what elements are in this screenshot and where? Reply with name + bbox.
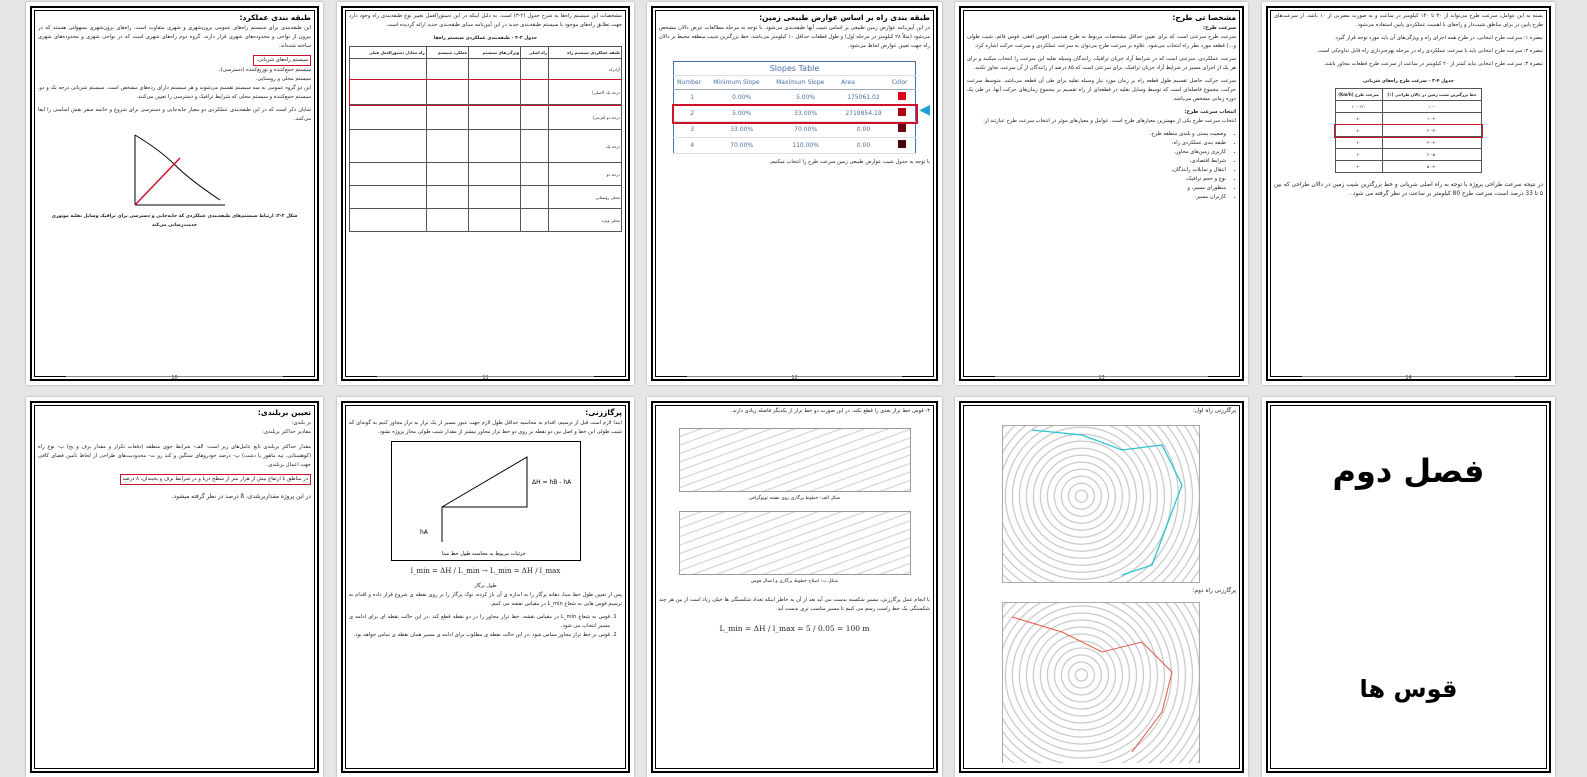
- table-header: ویژگی‌های سیستم: [469, 47, 521, 59]
- diagram-caption: جزئیات مربوط به محاسبه طول خط مبنا: [441, 551, 526, 557]
- table-row: ۳۰-۴۰ ۶۰: [1335, 137, 1482, 149]
- table-header: Area: [838, 76, 889, 90]
- page-16[interactable]: [337, 397, 634, 777]
- color-swatch: [898, 108, 906, 116]
- list-item: • انتقال و تمایلات رانندگان،: [967, 166, 1226, 175]
- table-row-highlighted: ۲۰-۳۰ ۸۰: [1335, 125, 1482, 137]
- table-header: راه معادل دستورالعمل قبلی: [350, 47, 427, 59]
- line: مقادیر حداکثر بربلندی:: [262, 429, 311, 435]
- svg-text:hA: hA: [419, 529, 428, 536]
- table-cell: درجه یک: [549, 130, 622, 163]
- list-item: سیستم محلی و روستایی.: [255, 76, 311, 82]
- page-title: مشخصا تی طرح:: [1172, 13, 1236, 22]
- list-item: • وضعیت پستی و بلندی منطقه طرح،: [967, 130, 1226, 139]
- paragraph: ۳- قوس خط تراز بعدی را قطع نکند. در این صورت دو خط تراز از یکدیگر فاصله زیادی دارند.: [730, 408, 930, 414]
- paragraph: با انجام عمل پرگارزنی، مسیر شکسته بدست می آید بعد از آن به خاطر اینکه تعداد شکستگی ها خیلی زیاد است از بین هر چند شکستگی یک خط راست رسم می کنیم تا مسیر مناسب تری بدست آید.: [659, 597, 930, 612]
- list-item: • طبقه بندی عملکردی راه،: [967, 139, 1226, 148]
- page-number: 14: [1405, 375, 1412, 381]
- table-header: Maximum Slope: [773, 76, 838, 90]
- list-item: • نوع و حجم ترافیک،: [967, 175, 1226, 184]
- table-header: خط بزرگترین شیب زمین در دالان طراحی (٪): [1382, 89, 1482, 101]
- paragraph: بسته به این عوامل، سرعت طرح می‌تواند از ۳۰ تا ۱۴۰ کیلومتر در ساعت و به صورت مضربی از ۱۰ باشد. از سرعت‌های طرح پایین در برای مناطق شیب‌دار و راه‌های با اهمیت عملکردی پایین استفاده می‌شود.: [1274, 13, 1543, 28]
- conclusion-paragraph: در نتیجه سرعت طراحی پروژه با توجه به راه اصلی شریانی و خط بزرگترین شیب زمین در دالان طراحی که بین ۵ تا 33 درصد است، سرعت طرح 80 کیلومتر بر ساعت در نظر گرفته می شود .: [1274, 182, 1543, 197]
- page-number: 10: [171, 375, 178, 381]
- page-title: طبقه بندی راه بر اساس عوارض طبیعی زمین:: [759, 13, 930, 22]
- list-item: • کاربری زمین‌های مجاور،: [967, 148, 1226, 157]
- paragraph: مقدار حداکثر بربلندی تابع عامل‌های زیر است: الف- شرایط جوی منطقه (دفعات تکرار و مقدار برف و یخ) ب- نوع راه (کوهستانی، تپه ماهور یا دشت) پ- درصد خودروهای سنگین و کند رو ت- محدودیت‌های طراحی از لحاظ تأمین فضای کافی جهت اعمال بربلندی.: [38, 444, 311, 468]
- highlighted-line: در مناطق با ارتفاع بیش از هزار متر از سطح دریا و در شرایط برف و یخبندان، ۸ درصد: [120, 474, 312, 485]
- paragraph: تبصره ۲: سرعت طرح انتخابی باید با سرعت عملکردی راه در مرحله بهره‌برداری راه قابل تداوم‌کی است.: [1316, 48, 1543, 54]
- page-15[interactable]: [26, 397, 323, 777]
- list-item: 1. قوس به شعاع L_min در مقیاس نقشه، خط تراز مجاور را در دو نقطه قطع کند .در این حالت نقطه ای برای ادامه ی مسیر انتخاب می شود.: [349, 613, 610, 631]
- svg-text:ΔH = hB - hA: ΔH = hB - hA: [531, 479, 571, 486]
- color-swatch: [898, 140, 906, 148]
- list-item: • شرایط اقتصادی،: [967, 157, 1226, 166]
- table-header: Minimum Slope: [710, 76, 773, 90]
- chapter-title: فصل دوم: [1332, 452, 1485, 490]
- design-speed-table: [1335, 88, 1483, 173]
- paragraph: سرعت حرکت حاصل تقسیم طول قطعه راه بر زمان مورد نیاز وسیله نقلیه برای طی آن قطعه می‌باشد. متوسط سرعت حرکت، مجموع فاصله‌ای است که توسط وسایل نقلیه در قطعه‌ای از راه تقسیم بر مجموع زمان‌های حرکت آنها، در طی یک دوره زمانی مشخص می‌باشد.: [967, 78, 1236, 102]
- page-11[interactable]: [337, 2, 634, 385]
- page-title: پرگاززنی:: [585, 408, 622, 417]
- table-row: ٠-١٠ ۱۰۰-۱۲۰: [1335, 101, 1482, 113]
- line: بر بلندی:: [291, 420, 311, 426]
- table-header: عملکرد سیستم: [426, 47, 469, 59]
- section-heading: پرگارزنی راه دوم:: [1192, 588, 1236, 594]
- formula-label: طول پرگار: [474, 583, 497, 589]
- table-cell: درجه دو (فرعی): [549, 105, 622, 130]
- list-item: سیستم جمع‌کننده و توزیع‌کننده (دسترسی)،: [218, 67, 311, 73]
- paragraph: ابتدا لازم است قبل از ترسیم، اقدام به محاسبه حداقل طول لازم جهت عبور مسیر از یک تراز به تراز مجاور کنیم به گونه‌ای که شیب طولی این خط و اصل بین دو نقطه بر روی دو خط تراز مجاور بیشتر از مقدار شیب طولی مجاز پروژه نشود.: [349, 420, 622, 435]
- page-10[interactable]: [26, 2, 323, 385]
- table-row-highlighted: 2 5.00% 33.00% 2719854.19: [674, 106, 916, 122]
- paragraph: سرعت عملکردی، سرعتی است که در شرایط آزاد جریان ترافیک، رانندگان وسیله نقلیه این سرعت را انتخاب میکنند و برای هر یک از اجزای مسیر در شرایط آزاد جریان ترافیک، براى سرعتى است که ۸۵ درصد از رانندگان از آن سرعت تجاوز نکنند.: [967, 56, 1236, 71]
- paragraph: سرعت طرح سرعتی است که برای تعیین حداقل مشخصات مربوط به طرح هندسی (قوس افقی، قوس قائم، شیب طولی و...) قطعه مورد نظر راه انتخاب می‌شود. علاوه بر سرعت طرح می‌توان به سرعت عملکردی و سرعت حرکت اشاره کرد.: [967, 34, 1236, 49]
- table-row: ۱۰-۲۰ ۸۰: [1335, 113, 1482, 125]
- page-title: تعیین بربلندی:: [257, 408, 311, 417]
- functional-classification-diagram: [120, 130, 230, 210]
- table-row: ۴۰-۵۰ ۶۰: [1335, 149, 1482, 161]
- figure-caption: شکل الف: خطوط پرگاری روی نقشه توپوگرافی: [748, 496, 841, 501]
- route-line-2: [1002, 602, 1198, 762]
- table-header: طبقه عملکردی سیستم راه: [549, 47, 622, 59]
- page-13[interactable]: [955, 2, 1248, 385]
- table-cell: درجه یک (اصلی): [549, 80, 622, 105]
- paragraph: مشخصات این سیستم راه‌ها به شرح جدول (۲-۳) است. به دلیل اینکه در این دستورالعمل تغییر نوع طبقه‌بندی راه وجود دارد جهت تطابق راه‌های موجود با سیستم طبقه‌بندی جدید در این آیین‌نامه مبنای طبقه‌بندی جدید ارائه گردیده است.: [349, 13, 622, 28]
- paragraph: تبصره ۳: سرعت طرح انتخابی نباید کمتر از ۲۰ کیلومتر در ساعت از سرعت طرح قطعات مجاور باشد.: [1323, 61, 1543, 67]
- paragraph: پس از تعیین طول خط مبنا، دهانه پرگار را به اندازه ی آن باز کرده، نوک پرگار را بر روی نقطه ی شروع قرار داده و اقدام به ترسیم قوس هایی به شعاع L_min در مقیاس نقشه می کنیم.: [349, 592, 622, 607]
- list-item: 2. قوس بر خط تراز مجاور مماس شود .در این حالت نقطه ی مطلوب برای ادامه ی مسیر همان نقطه ی تماس خواهد بود.: [349, 631, 610, 640]
- table-row: 3 33.00% 70.00% 0.00: [674, 122, 916, 138]
- highlighted-item: سیستم راه‌های شریانی،: [253, 55, 311, 66]
- table-header: سرعت طرح (Km/h): [1335, 89, 1382, 101]
- page-12[interactable]: [647, 2, 942, 385]
- table-caption: جدول ۲-۳ - طبقه‌بندی عملکردی سیستم راه‌ها: [433, 36, 538, 41]
- slopes-table: [673, 61, 916, 154]
- figure-caption: شکل ب: اصلاح خطوط پرگاری و اتصال قوس: [751, 579, 838, 584]
- color-swatch: [898, 124, 906, 132]
- list-item: • کاربران مسیر.: [967, 193, 1226, 202]
- table-row: 1 0.00% 5.00% 175061.02: [674, 90, 916, 106]
- section-heading: انتخاب سرعت طرح:: [1184, 109, 1236, 115]
- sketch-figure-b: [679, 511, 911, 575]
- table-header: راه اصلی: [521, 47, 549, 59]
- section-heading: سرعت طرح:: [1202, 25, 1236, 31]
- paragraph: تبصره ۱: سرعت طرح انتخابی، در طرح همه اجزای راه و ویژگی‌های آن باید مورد توجه قرار گیرد.: [1333, 35, 1543, 41]
- table-header: Color: [889, 76, 916, 90]
- page-14[interactable]: [1262, 2, 1555, 385]
- table-cell: درجه دو: [549, 163, 622, 186]
- table-row: 4 70.00% 110.00% 0.00: [674, 138, 916, 154]
- figure-caption: شکل ۲-۳: ارتباط سیستم‌های طبقه‌بندی عملکردی که جابه‌جایی و دسترسی برای ترافیک وسایل نقلیه موتوری خدمت‌رسانی می‌کند: [51, 214, 298, 228]
- page-title: طبقه بندی عملکرد:: [239, 13, 311, 22]
- paragraph: این طبقه‌بندی برای سیستم راه‌های عمومی برون‌شهری و شهری متفاوت است. راه‌های برون‌شهری بسهولتی هستند که در بیرون از نواحی و محدوده‌های شهری قرار دارند. گروه دوم راه‌های شهری است که در نواحی شهری و محدوده‌های شهری ساخته شده‌اند.: [38, 25, 311, 49]
- list-item: • منظورای مسیر، و: [967, 184, 1226, 193]
- conclusion-paragraph: در این پروژه مقداربربلندی، 8 درصد در نظر گرفته میشود.: [171, 494, 311, 500]
- table-caption: جدول ۴-۳ - سرعت طرح راه‌های شریانی: [1363, 79, 1454, 84]
- page-19[interactable]: [1262, 397, 1555, 777]
- sketch-figure-a: [679, 428, 911, 492]
- table-cell: محلی روستایی: [549, 186, 622, 209]
- paragraph: این دو گروه عمومی به سه سیستم تقسیم می‌شوند و هر سیستم دارای رده‌های مشخص است. سیستم شریانی درجه یک و دو، سیستم جمع‌کننده و سیستم محلی که شرایط ترافیک و دسترسی را تعیین می‌کنند.: [38, 85, 311, 100]
- page-number: 13: [1098, 375, 1105, 381]
- arrow-left-icon: ◀: [919, 102, 930, 118]
- table-cell: آزادراه: [549, 59, 622, 80]
- criteria-list: [967, 130, 1226, 202]
- color-swatch: [898, 92, 906, 100]
- paragraph: انتخاب سرعت طرح یکی از مهمترین معیارهای طرح است. عوامل و معیارهای موثر در انتخاب سرعت طرح عبارتند از:: [983, 118, 1236, 124]
- table-header: Number: [674, 76, 711, 90]
- formula: L_min = ΔH / l_max = 5 / 0.05 = 100 m: [719, 624, 870, 633]
- paragraph: شایان ذکر است که در این طبقه‌بندی عملکردی دو معیار جابه‌جایی و دسترسی برای شروع و خاتمه سفر نقش اساسی را ایفا می‌کنند.: [38, 107, 311, 122]
- page-number: 12: [791, 375, 798, 381]
- paragraph: با توجه به جدول شیب عوارض طبیعی زمین سرعت طرح را انتخاب میکنیم.: [769, 159, 930, 165]
- section-heading: پرگارزنی راه اول:: [1192, 408, 1236, 414]
- slopes-table-title: Slopes Table: [674, 62, 916, 76]
- table-row: ۵۰-۷۰ ۴۰: [1335, 161, 1482, 173]
- classification-table: [349, 46, 622, 232]
- table-cell: محلی ویژه: [549, 209, 622, 232]
- page-18[interactable]: [955, 397, 1248, 777]
- paragraph: در این آیین‌نامه عوارض زمین طبیعی بر اساس شیب آنها طبقه‌بندی می‌شود. با توجه به مرحله مطالعات عرض دالان مشخص می‌شود (مثلاً ۲۸ کیلومتر در مرحله اول) و طول قطعات حداقل ۱۰ کیلومتر می‌باشد. خط بزرگترین شیب منطقه محیط بر دالان راه جهت تعیین عوارض لحاظ می‌شود.: [659, 25, 930, 49]
- route-line-1: [1002, 425, 1198, 581]
- formula: l_min = ΔH / L_min → L_min = ΔH / l_max: [410, 567, 561, 575]
- page-number: 11: [482, 375, 489, 381]
- chapter-subtitle: قوس ها: [1359, 675, 1458, 703]
- page-17[interactable]: [647, 397, 942, 777]
- compass-diagram: [391, 441, 581, 561]
